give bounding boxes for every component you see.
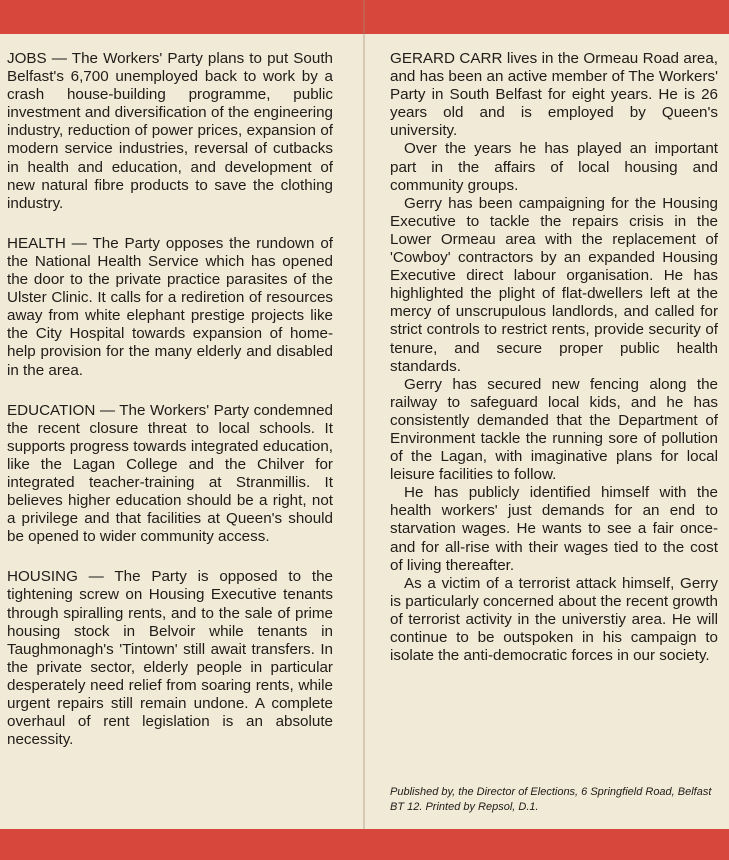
bio-paragraph: He has publicly identified himself with the health workers' just demands for an end to starvation wages. He wants to see a fair once-and for all-rise with their wages tied to the cost of living thereafter. (390, 484, 718, 574)
bio-paragraph: GERARD CARR lives in the Ormeau Road area, and has been an active member of The Workers' Party in South Belfast for eight years. He is 26 years old and is employed by Queen's university. (390, 50, 718, 140)
housing-paragraph: HOUSING — The Party is opposed to the tightening screw on Housing Executive tenants through spiralling rents, and to the sale of prime housing stock in Belvoir while tenants in Taughmonagh's 'Tintown' still await transfers. In the private sector, elderly people in particular desperately need relief from soaring rents, while urgent repairs still remain undone. A complete overhaul of rent legislation is an absolute necessity. (7, 568, 333, 749)
publisher-imprint: Published by, the Director of Elections, 6 Springfield Road, Belfast BT 12. Printed by Repsol, D.1. (390, 786, 712, 813)
bio-paragraph: Gerry has secured new fencing along the railway to safeguard local kids, and he has consistently demanded that the Department of Environment tackle the running sore of pollution of the Lagan, with imaginative plans for local leisure facilities to follow. (390, 375, 718, 484)
bio-paragraph: Gerry has been campaigning for the Housing Executive to tackle the repairs crisis in the Lower Ormeau area with the replacement of 'Cowboy' contractors by an expanded Housing Executive direct labour organisation. He has highlighted the plight of flat-dwellers left at the mercy of unscrupulous landlords, and called for strict controls to restrict rents, provide security of tenure, and secure proper public health standards. (390, 194, 718, 375)
bio-paragraph: As a victim of a terrorist attack himself, Gerry is particularly concerned about the recent growth of terrorist activity in the universtiy area. He will continue to be outspoken in his campaign to isolate the anti-democratic forces in our society. (390, 574, 718, 665)
bottom-red-band (0, 829, 729, 860)
fold-line (363, 0, 365, 860)
health-paragraph: HEALTH — The Party opposes the rundown of the National Health Service which has opened the door to the private practice parasites of the Ulster Clinic. It calls for a rediretion of resources away from white elephant prestige projects like the City Hospital towards expansion of home-help provision for the many elderly and disabled in the area. (7, 234, 333, 379)
candidate-biography (390, 50, 718, 665)
education-paragraph: EDUCATION — The Workers' Party condemned the recent closure threat to local schools. It supports progress towards integrated education, like the Lagan College and the Chilver for integrated teacher-training at Stranmillis. It believes higher education should be a right, not a privilege and that facilities at Queen's should be opened to wider community access. (7, 401, 333, 546)
jobs-paragraph: JOBS — The Workers' Party plans to put South Belfast's 6,700 unemployed back to work by a crash house-building programme, public investment and diversification of the engineering industry, reduction of power prices, expansion of modern service industries, reversal of cutbacks in health and education, and development of new natural fibre products to save the clothing industry. (7, 50, 333, 212)
left-column (7, 50, 333, 771)
right-column (390, 50, 718, 665)
bio-paragraph: Over the years he has played an important part in the affairs of local housing and community groups. (390, 140, 718, 194)
